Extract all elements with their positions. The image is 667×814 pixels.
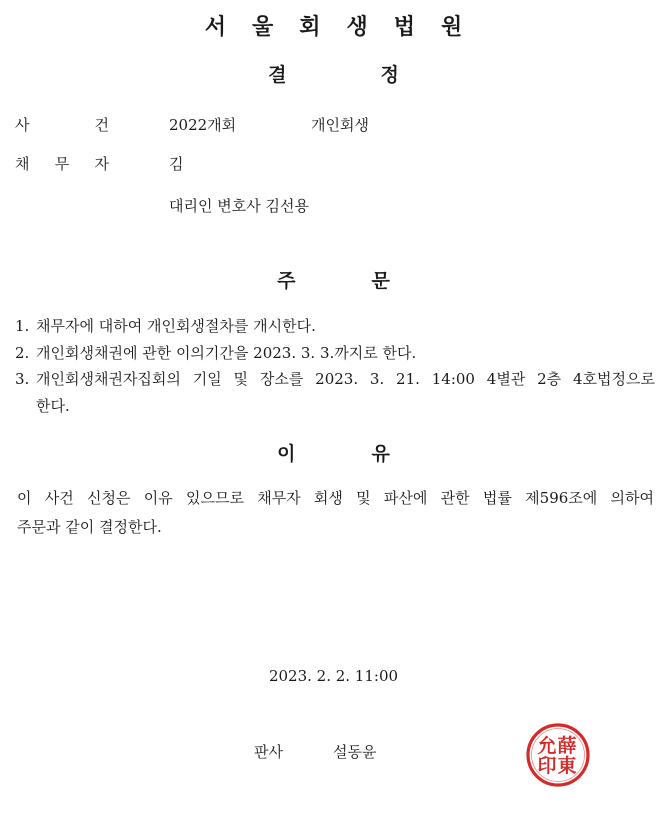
svg-text:東: 東 (557, 755, 577, 777)
judge-title: 판사 (254, 743, 283, 761)
case-number: 2022개회 (169, 116, 237, 134)
order-item-number: 1. (15, 317, 30, 335)
order-item-text (36, 366, 655, 419)
order-item-text-line: 개인회생채권자집회의 기일 및 장소를 2023. 3. 21. 14:00 4별관 2층 4호법정으로 (36, 370, 655, 388)
case-name: 개인회생 (311, 116, 369, 134)
reason-line: 주문과 같이 결정한다. (17, 518, 162, 536)
document-type: 결정 (268, 64, 493, 86)
order-item (15, 340, 655, 367)
judge-name: 설동윤 (333, 743, 377, 761)
order-item-number: 3. (15, 370, 30, 388)
debtor-name: 김 (169, 155, 184, 173)
svg-text:薛: 薛 (557, 735, 577, 757)
order-item (15, 366, 655, 419)
order-item-text: 개인회생채권에 관한 이의기간을 2023. 3. 3.까지로 한다. (36, 343, 417, 362)
svg-text:印: 印 (537, 755, 557, 777)
court-name: 서울회생법원 (204, 14, 489, 40)
reason-heading: 이유 (277, 443, 466, 465)
order-heading: 주문 (277, 270, 466, 292)
order-item (15, 313, 655, 340)
order-item-text-line: 한다. (36, 396, 70, 415)
case-label: 사 건 (15, 116, 109, 134)
decision-date: 2023. 2. 2. 11:00 (268, 667, 399, 685)
reason-paragraph (17, 484, 654, 542)
order-item-text: 채무자에 대하여 개인회생절차를 개시한다. (36, 317, 316, 335)
order-list (15, 313, 655, 419)
svg-text:允: 允 (537, 735, 557, 757)
order-item-number: 2. (15, 343, 30, 362)
agent-line: 대리인 변호사 김선용 (169, 197, 309, 215)
reason-line: 이 사건 신청은 이유 있으므로 채무자 회생 및 파산에 관한 법률 제596조에 의하여 (17, 489, 654, 507)
debtor-label: 채 무 자 (15, 155, 109, 173)
judge-seal-icon (525, 722, 591, 788)
